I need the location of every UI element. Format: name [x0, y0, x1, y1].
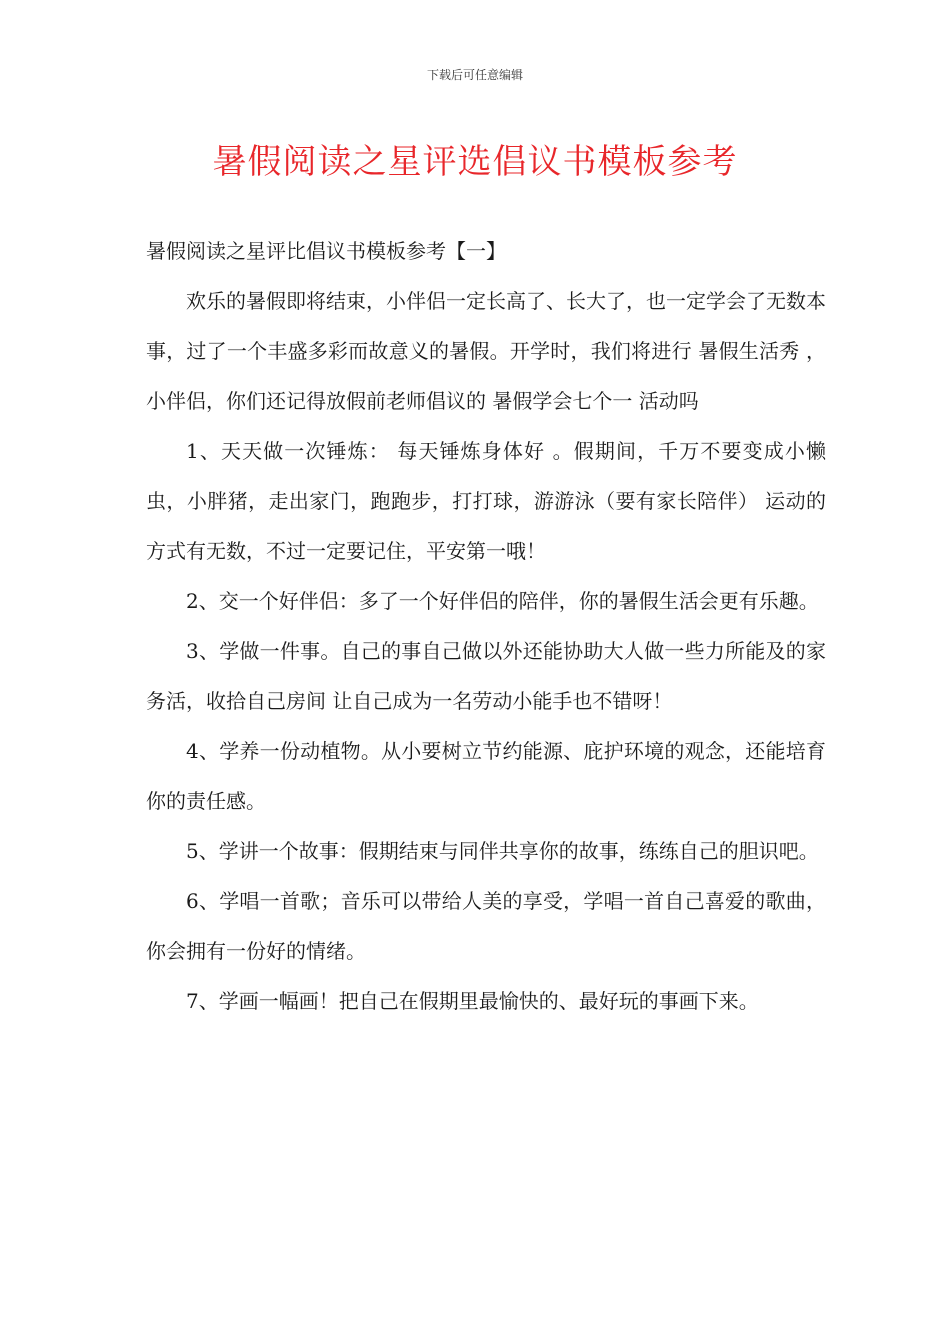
paragraph-item-1: 1、天天做一次锤炼： 每天锤炼身体好 。假期间，千万不要变成小懒虫，小胖猪，走出家门，跑跑步，打打球，游游泳（要有家长陪伴） 运动的方式有无数，不过一定要记住，平安第一哦！: [146, 439, 826, 563]
document-body: [146, 226, 826, 1026]
paragraph-intro: 欢乐的暑假即将结束，小伴侣一定长高了、长大了，也一定学会了无数本事，过了一个丰盛多彩而故意义的暑假。开学时，我们将进行 暑假生活秀 ，小伴侣，你们还记得放假前老师倡议的 暑假学会七个一 活动吗: [146, 289, 826, 413]
document-title: 暑假阅读之星评选倡议书模板参考: [212, 142, 738, 182]
header-note: 下载后可任意编辑: [426, 68, 523, 82]
paragraph-item-5: 5、学讲一个故事：假期结束与同伴共享你的故事，练练自己的胆识吧。: [186, 839, 819, 863]
paragraph-item-7: 7、学画一幅画！把自己在假期里最愉快的、最好玩的事画下来。: [186, 989, 759, 1013]
section-subtitle: 暑假阅读之星评比倡议书模板参考【一】: [146, 239, 506, 263]
paragraph-item-6: 6、学唱一首歌；音乐可以带给人美的享受，学唱一首自己喜爱的歌曲，你会拥有一份好的情绪。: [146, 889, 826, 963]
paragraph-item-3: 3、学做一件事。自己的事自己做以外还能协助大人做一些力所能及的家务活，收拾自己房间 让自己成为一名劳动小能手也不错呀！: [146, 639, 826, 713]
paragraph-item-4: 4、学养一份动植物。从小要树立节约能源、庇护环境的观念，还能培育你的责任感。: [146, 739, 826, 813]
paragraph-item-2: 2、交一个好伴侣：多了一个好伴侣的陪伴，你的暑假生活会更有乐趣。: [186, 589, 819, 613]
